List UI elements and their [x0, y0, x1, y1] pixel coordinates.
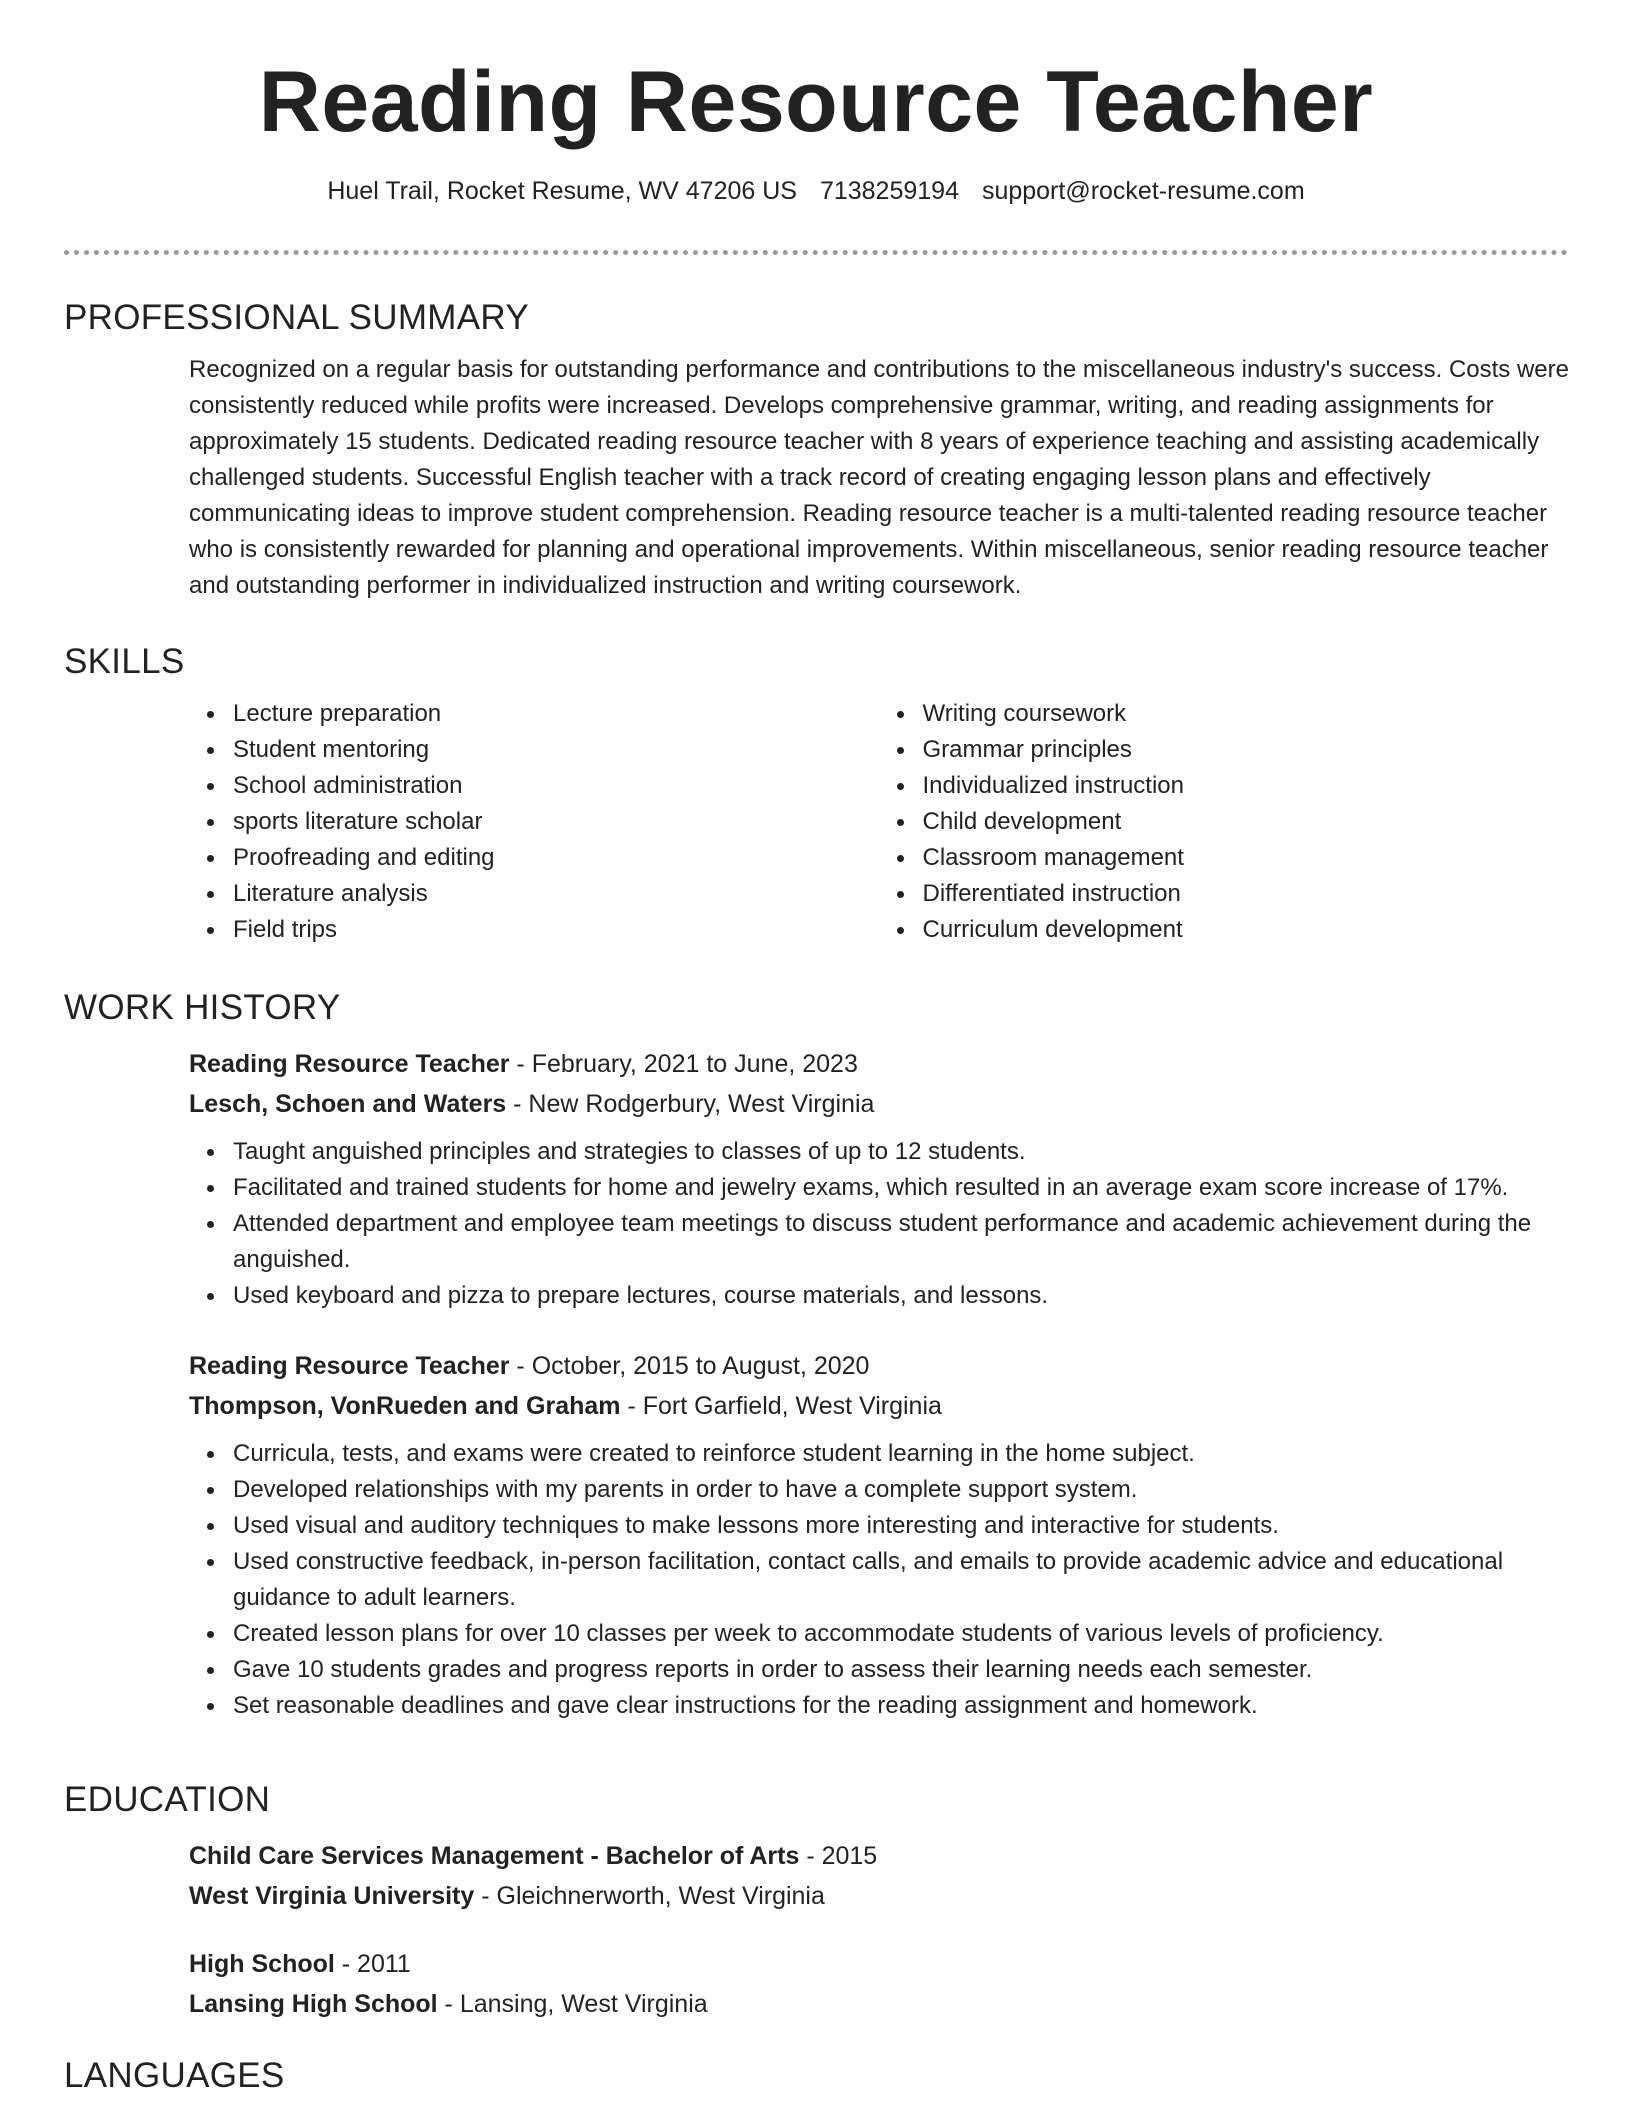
summary-section [64, 296, 1568, 604]
contact-address: Huel Trail, Rocket Resume, WV 47206 US [327, 177, 797, 205]
job-title-line [189, 1044, 1568, 1084]
job-title-line [189, 1346, 1568, 1386]
skills-heading: SKILLS [64, 642, 185, 681]
languages-heading: LANGUAGES [64, 2056, 285, 2095]
summary-heading: PROFESSIONAL SUMMARY [64, 298, 529, 337]
resume-header [0, 52, 1632, 208]
job-position: Reading Resource Teacher [189, 1352, 510, 1380]
education-school-line [189, 1984, 1568, 2024]
education-year: - 2015 [799, 1842, 878, 1870]
skills-column-left [189, 696, 879, 948]
skill-item: Literature analysis [233, 876, 879, 912]
skill-item: Lecture preparation [233, 696, 879, 732]
job-dates: - October, 2015 to August, 2020 [509, 1352, 870, 1380]
skills-column-right [879, 696, 1569, 948]
job-entry [189, 1044, 1568, 1314]
job-bullet: Facilitated and trained students for home and jewelry exams, which resulted in an average exam score increase of 17%. [233, 1170, 1573, 1206]
summary-content [189, 352, 1568, 604]
job-bullets [189, 1134, 1573, 1314]
education-degree: Child Care Services Management - Bachelor of Arts [189, 1842, 800, 1870]
job-company-line [189, 1084, 1568, 1124]
skill-item: Classroom management [923, 840, 1569, 876]
job-dates: - February, 2021 to June, 2023 [509, 1050, 858, 1078]
job-bullets [189, 1436, 1573, 1724]
education-school-line [189, 1876, 1568, 1916]
job-entry [189, 1346, 1568, 1724]
skill-item: School administration [233, 768, 879, 804]
skill-item: sports literature scholar [233, 804, 879, 840]
skill-item: Proofreading and editing [233, 840, 879, 876]
skill-item: Field trips [233, 912, 879, 948]
skill-item: Writing coursework [923, 696, 1569, 732]
header-divider [64, 250, 1568, 255]
job-company-line [189, 1386, 1568, 1426]
education-degree: High School [189, 1950, 335, 1978]
education-degree-line [189, 1836, 1568, 1876]
job-bullet: Set reasonable deadlines and gave clear instructions for the reading assignment and homework. [233, 1688, 1573, 1724]
education-school: West Virginia University [189, 1882, 475, 1910]
candidate-name: Reading Resource Teacher [258, 54, 1374, 150]
job-company: Thompson, VonRueden and Graham [189, 1392, 621, 1420]
work-history-section [64, 986, 1568, 1724]
job-bullet: Used constructive feedback, in-person facilitation, contact calls, and emails to provide academic advice and educational guidance to adult learners. [233, 1544, 1573, 1616]
education-entry [189, 1944, 1568, 2024]
skill-item: Student mentoring [233, 732, 879, 768]
job-bullet: Developed relationships with my parents in order to have a complete support system. [233, 1472, 1573, 1508]
education-content [189, 1836, 1568, 2024]
contact-email: support@rocket-resume.com [981, 177, 1305, 205]
work-history-heading: WORK HISTORY [64, 988, 341, 1027]
job-bullet: Curricula, tests, and exams were created to reinforce student learning in the home subject. [233, 1436, 1573, 1472]
education-section [64, 1778, 1568, 2024]
skill-item: Curriculum development [923, 912, 1569, 948]
education-heading: EDUCATION [64, 1780, 271, 1819]
job-bullet: Used visual and auditory techniques to make lessons more interesting and interactive for students. [233, 1508, 1573, 1544]
summary-text: Recognized on a regular basis for outstanding performance and contributions to the miscellaneous industry's success. Costs were consistently reduced while profits were increased. Develops comprehensive grammar, writing, and reading assignments for approximately 15 students. Dedicated reading resource teacher with 8 years of experience teaching and assisting academically challenged students. Successful English teacher with a track record of creating engaging lesson plans and effectively communicating ideas to improve student comprehension. Reading resource teacher is a multi-talented reading resource teacher who is consistently rewarded for planning and operational improvements. Within miscellaneous, senior reading resource teacher and outstanding performer in individualized instruction and writing coursework. [189, 356, 1569, 599]
skill-item: Child development [923, 804, 1569, 840]
education-school: Lansing High School [189, 1990, 438, 2018]
skill-item: Individualized instruction [923, 768, 1569, 804]
job-position: Reading Resource Teacher [189, 1050, 510, 1078]
job-bullet: Used keyboard and pizza to prepare lectures, course materials, and lessons. [233, 1278, 1573, 1314]
education-year: - 2011 [334, 1950, 411, 1978]
contact-phone: 7138259194 [819, 177, 959, 205]
job-location: - Fort Garfield, West Virginia [620, 1392, 942, 1420]
education-location: - Gleichnerworth, West Virginia [474, 1882, 825, 1910]
skills-section [64, 640, 1568, 948]
job-location: - New Rodgerbury, West Virginia [506, 1090, 875, 1118]
job-bullet: Created lesson plans for over 10 classes per week to accommodate students of various levels of proficiency. [233, 1616, 1573, 1652]
skill-item: Grammar principles [923, 732, 1569, 768]
education-degree-line [189, 1944, 1568, 1984]
education-entry [189, 1836, 1568, 1916]
job-bullet: Gave 10 students grades and progress reports in order to assess their learning needs each semester. [233, 1652, 1573, 1688]
job-company: Lesch, Schoen and Waters [189, 1090, 507, 1118]
languages-section [64, 2054, 1568, 2098]
job-bullet: Taught anguished principles and strategies to classes of up to 12 students. [233, 1134, 1573, 1170]
contact-line [0, 174, 1632, 208]
skills-content [189, 696, 1568, 948]
skill-item: Differentiated instruction [923, 876, 1569, 912]
skills-grid [189, 696, 1568, 948]
job-bullet: Attended department and employee team meetings to discuss student performance and academic achievement during the anguished. [233, 1206, 1573, 1278]
work-history-content [189, 1044, 1568, 1724]
education-location: - Lansing, West Virginia [437, 1990, 708, 2018]
